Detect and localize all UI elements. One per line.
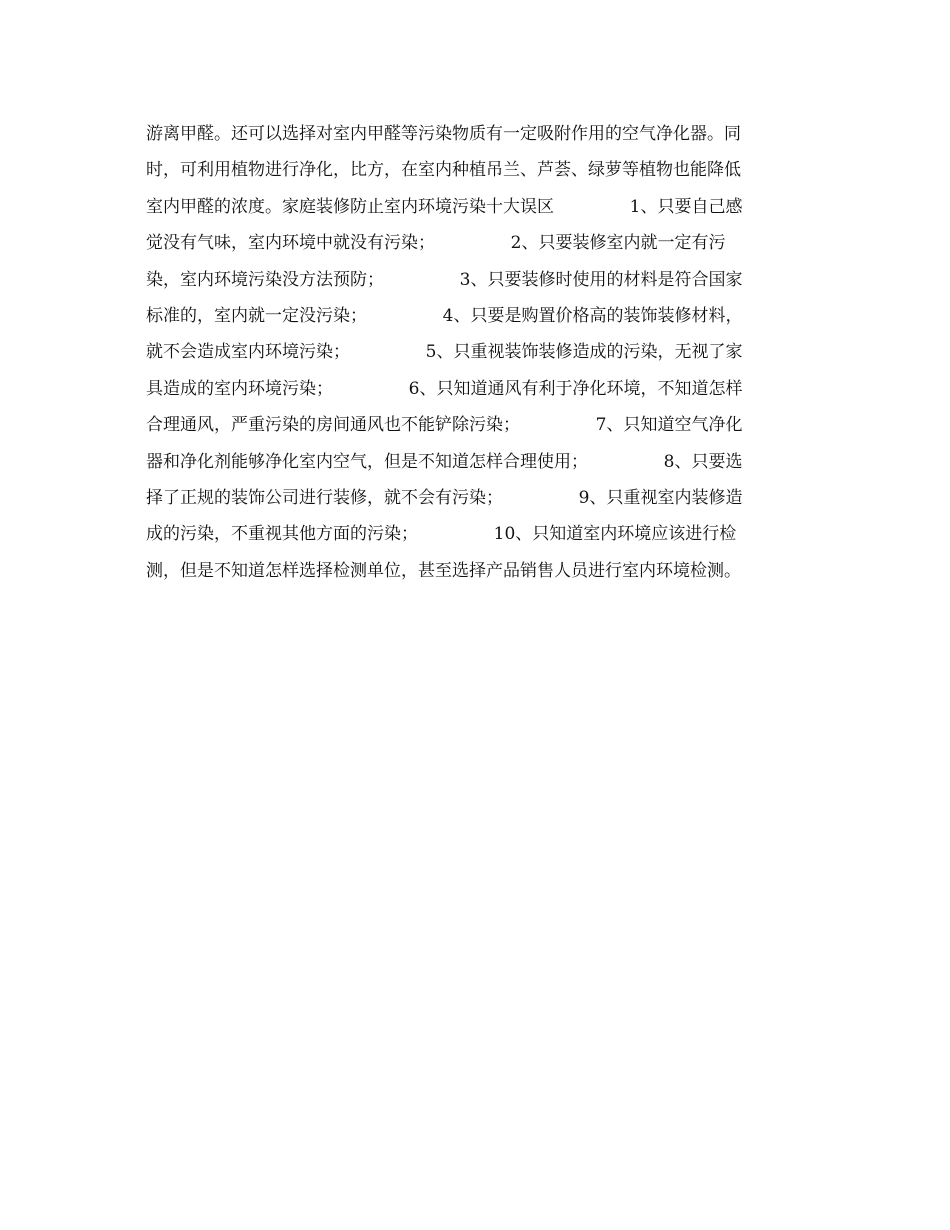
text-line: 测，但是不知道怎样选择检测单位，甚至选择产品销售人员进行室内环境检测。 bbox=[146, 560, 741, 581]
text-line: 具造成的室内环境污染； 6、只知道通风有利于净化环境，不知道怎样 bbox=[146, 378, 743, 399]
text-line: 器和净化剂能够净化室内空气，但是不知道怎样合理使用； 8、只要选 bbox=[146, 451, 743, 472]
text-line: 觉没有气味，室内环境中就没有污染； 2、只要装修室内就一定有污 bbox=[146, 233, 726, 254]
text-line: 时，可利用植物进行净化，比方，在室内种植吊兰、芦荟、绿萝等植物也能降低 bbox=[146, 160, 741, 181]
text-line: 合理通风，严重污染的房间通风也不能铲除污染； 7、只知道空气净化 bbox=[146, 415, 743, 436]
text-line: 成的污染，不重视其他方面的污染； 10、只知道室内环境应该进行检 bbox=[146, 524, 737, 545]
body-text bbox=[146, 116, 806, 589]
text-line: 游离甲醛。还可以选择对室内甲醛等污染物质有一定吸附作用的空气净化器。同 bbox=[146, 124, 741, 144]
text-line: 就不会造成室内环境污染； 5、只重视装饰装修造成的污染，无视了家 bbox=[146, 342, 743, 363]
text-line: 择了正规的装饰公司进行装修，就不会有污染； 9、只重视室内装修造 bbox=[146, 487, 743, 508]
text-line: 染，室内环境污染没方法预防； 3、只要装修时使用的材料是符合国家 bbox=[146, 269, 743, 290]
text-line: 室内甲醛的浓度。家庭装修防止室内环境污染十大误区 1、只要自己感 bbox=[146, 196, 743, 217]
text-line: 标准的，室内就一定没污染； 4、只要是购置价格高的装饰装修材料， bbox=[146, 305, 743, 326]
